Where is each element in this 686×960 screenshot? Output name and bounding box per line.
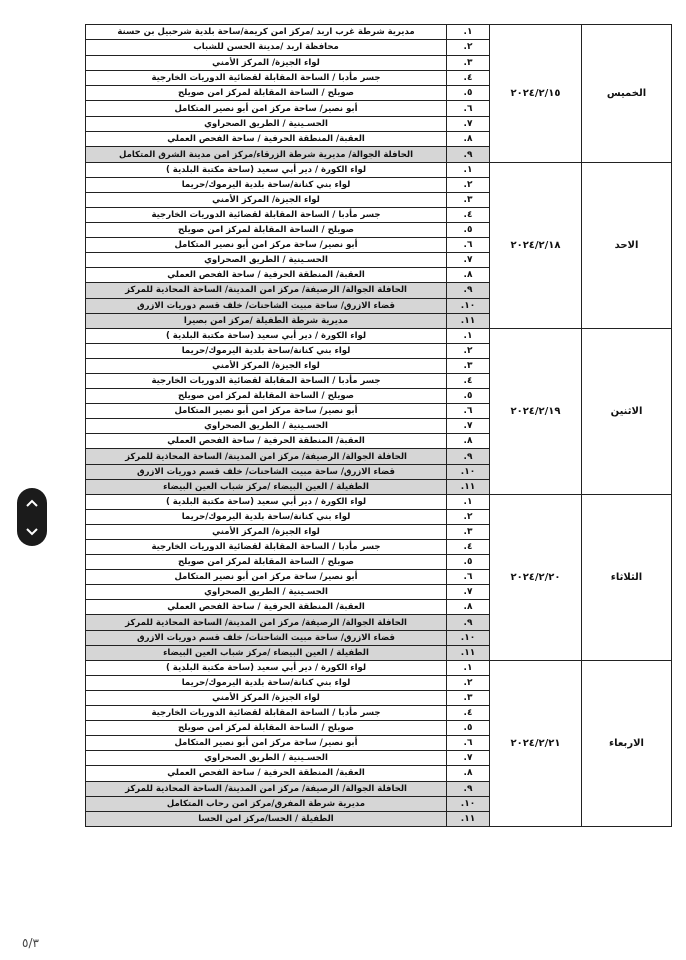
- location-cell: الحسـينية / الطريق الصحراوي: [86, 751, 447, 766]
- row-number: ١١.: [447, 811, 490, 826]
- row-number: ٤.: [447, 540, 490, 555]
- table-row: [86, 328, 672, 343]
- row-number: ١.: [447, 660, 490, 675]
- location-cell: لواء الجيزة/ المركز الأمني: [86, 690, 447, 705]
- location-cell: لواء الجيزة/ المركز الأمني: [86, 358, 447, 373]
- row-number: ٥.: [447, 721, 490, 736]
- location-cell: لواء بني كنانة/ساحة بلدية اليرموك/حريما: [86, 675, 447, 690]
- location-cell: مديرية شرطة الطفيلة /مركز امن بصيرا: [86, 313, 447, 328]
- row-number: ٨.: [447, 766, 490, 781]
- location-cell: الحافلة الجوالة/ مديرية شرطة الزرقاء/مركز امن مدينة الشرق المتكامل: [86, 147, 447, 162]
- row-number: ٦.: [447, 736, 490, 751]
- row-number: ٥.: [447, 223, 490, 238]
- scroll-down-button[interactable]: [17, 517, 47, 546]
- chevron-up-icon: [25, 498, 39, 508]
- location-cell: قضاء الازرق/ ساحة مبيت الشاحنات/ خلف قسم دوريات الازرق: [86, 630, 447, 645]
- location-cell: الحسـينية / الطريق الصحراوي: [86, 116, 447, 131]
- location-cell: الحافلة الجوالة/ الرصيفة/ مركز امن المدينة/ الساحة المحاذية للمركز: [86, 615, 447, 630]
- location-cell: الحافلة الجوالة/ الرصيفة/ مركز امن المدينة/ الساحة المحاذية للمركز: [86, 781, 447, 796]
- location-cell: جسر مأدبا / الساحة المقابلة لقضائية الدوريات الخارجية: [86, 373, 447, 388]
- location-cell: الطفيلة / العين البيضاء /مركز شباب العين البيضاء: [86, 479, 447, 494]
- date-cell: ٢٠٢٤/٢/١٩: [490, 328, 582, 494]
- row-number: ٤.: [447, 207, 490, 222]
- location-cell: مديرية شرطة غرب اربد /مركز امن كريمة/ساحة بلدية شرحبيل بن حسنة: [86, 25, 447, 40]
- location-cell: أبو نصير/ ساحة مركز امن أبو نصير المتكامل: [86, 404, 447, 419]
- row-number: ١١.: [447, 479, 490, 494]
- row-number: ٦.: [447, 101, 490, 116]
- location-cell: الحسـينية / الطريق الصحراوي: [86, 419, 447, 434]
- row-number: ٨.: [447, 434, 490, 449]
- row-number: ٢.: [447, 343, 490, 358]
- row-number: ٧.: [447, 116, 490, 131]
- row-number: ٩.: [447, 147, 490, 162]
- row-number: ١٠.: [447, 464, 490, 479]
- location-cell: العقبة/ المنطقة الحرفية / ساحة الفحص العملي: [86, 600, 447, 615]
- row-number: ١٠.: [447, 796, 490, 811]
- location-cell: لواء بني كنانة/ساحة بلدية اليرموك/حريما: [86, 509, 447, 524]
- row-number: ٩.: [447, 449, 490, 464]
- date-cell: ٢٠٢٤/٢/٢٠: [490, 494, 582, 660]
- location-cell: لواء الكورة / دير أبي سعيد (ساحة مكتبة البلدية ): [86, 162, 447, 177]
- location-cell: قضاء الازرق/ ساحة مبيت الشاحنات/ خلف قسم دوريات الازرق: [86, 298, 447, 313]
- day-cell: الاحد: [582, 162, 672, 328]
- row-number: ٧.: [447, 253, 490, 268]
- location-cell: لواء الجيزة/ المركز الأمني: [86, 55, 447, 70]
- row-number: ٣.: [447, 358, 490, 373]
- row-number: ٣.: [447, 524, 490, 539]
- row-number: ٩.: [447, 615, 490, 630]
- location-cell: لواء بني كنانة/ساحة بلدية اليرموك/حريما: [86, 343, 447, 358]
- location-cell: الحسـينية / الطريق الصحراوي: [86, 585, 447, 600]
- row-number: ٤.: [447, 706, 490, 721]
- location-cell: صويلح / الساحة المقابلة لمركز امن صويلح: [86, 223, 447, 238]
- location-cell: لواء بني كنانة/ساحة بلدية اليرموك/حريما: [86, 177, 447, 192]
- location-cell: الحافلة الجوالة/ الرصيفة/ مركز امن المدينة/ الساحة المحاذية للمركز: [86, 283, 447, 298]
- scroll-up-button[interactable]: [17, 488, 47, 517]
- location-cell: لواء الكورة / دير أبي سعيد (ساحة مكتبة البلدية ): [86, 328, 447, 343]
- location-cell: محافظة اربد /مدينة الحسن للشباب: [86, 40, 447, 55]
- table-row: [86, 660, 672, 675]
- location-cell: جسر مأدبا / الساحة المقابلة لقضائية الدوريات الخارجية: [86, 70, 447, 85]
- row-number: ٨.: [447, 132, 490, 147]
- schedule-table: [85, 24, 672, 827]
- row-number: ٦.: [447, 570, 490, 585]
- location-cell: أبو نصير/ ساحة مركز امن أبو نصير المتكامل: [86, 570, 447, 585]
- location-cell: العقبة/ المنطقة الحرفية / ساحة الفحص العملي: [86, 434, 447, 449]
- row-number: ٤.: [447, 373, 490, 388]
- table-row: [86, 162, 672, 177]
- page-nav-control: [17, 488, 47, 546]
- row-number: ٥.: [447, 86, 490, 101]
- location-cell: جسر مأدبا / الساحة المقابلة لقضائية الدوريات الخارجية: [86, 540, 447, 555]
- location-cell: أبو نصير/ ساحة مركز امن أبو نصير المتكامل: [86, 238, 447, 253]
- row-number: ٧.: [447, 419, 490, 434]
- row-number: ٢.: [447, 675, 490, 690]
- row-number: ١.: [447, 328, 490, 343]
- row-number: ٨.: [447, 268, 490, 283]
- location-cell: صويلح / الساحة المقابلة لمركز امن صويلح: [86, 389, 447, 404]
- date-cell: ٢٠٢٤/٢/١٥: [490, 25, 582, 163]
- date-cell: ٢٠٢٤/٢/٢١: [490, 660, 582, 826]
- location-cell: العقبة/ المنطقة الحرفية / ساحة الفحص العملي: [86, 268, 447, 283]
- table-row: [86, 25, 672, 40]
- row-number: ٢.: [447, 40, 490, 55]
- row-number: ٥.: [447, 555, 490, 570]
- row-number: ١١.: [447, 645, 490, 660]
- date-cell: ٢٠٢٤/٢/١٨: [490, 162, 582, 328]
- row-number: ٤.: [447, 70, 490, 85]
- row-number: ٦.: [447, 404, 490, 419]
- location-cell: الطفيلة / العين البيضاء /مركز شباب العين البيضاء: [86, 645, 447, 660]
- row-number: ١٠.: [447, 630, 490, 645]
- location-cell: لواء الجيزة/ المركز الأمني: [86, 192, 447, 207]
- location-cell: صويلح / الساحة المقابلة لمركز امن صويلح: [86, 86, 447, 101]
- row-number: ٨.: [447, 600, 490, 615]
- location-cell: لواء الكورة / دير أبي سعيد (ساحة مكتبة البلدية ): [86, 660, 447, 675]
- location-cell: لواء الجيزة/ المركز الأمني: [86, 524, 447, 539]
- location-cell: الحافلة الجوالة/ الرصيفة/ مركز امن المدينة/ الساحة المحاذية للمركز: [86, 449, 447, 464]
- row-number: ٦.: [447, 238, 490, 253]
- location-cell: جسر مأدبا / الساحة المقابلة لقضائية الدوريات الخارجية: [86, 706, 447, 721]
- day-cell: الاثنين: [582, 328, 672, 494]
- location-cell: قضاء الازرق/ ساحة مبيت الشاحنات/ خلف قسم دوريات الازرق: [86, 464, 447, 479]
- location-cell: صويلح / الساحة المقابلة لمركز امن صويلح: [86, 555, 447, 570]
- day-cell: الثلاثاء: [582, 494, 672, 660]
- row-number: ١.: [447, 494, 490, 509]
- row-number: ٥.: [447, 389, 490, 404]
- row-number: ١٠.: [447, 298, 490, 313]
- location-cell: لواء الكورة / دير أبي سعيد (ساحة مكتبة البلدية ): [86, 494, 447, 509]
- location-cell: جسر مأدبا / الساحة المقابلة لقضائية الدوريات الخارجية: [86, 207, 447, 222]
- table-row: [86, 494, 672, 509]
- row-number: ٧.: [447, 751, 490, 766]
- day-cell: الخميس: [582, 25, 672, 163]
- location-cell: الطفيلة / الحسا/مركز امن الحسا: [86, 811, 447, 826]
- row-number: ١.: [447, 25, 490, 40]
- row-number: ٣.: [447, 55, 490, 70]
- row-number: ٢.: [447, 509, 490, 524]
- location-cell: أبو نصير/ ساحة مركز امن أبو نصير المتكامل: [86, 736, 447, 751]
- location-cell: مديرية شرطة المفرق/مركز امن رحاب المتكامل: [86, 796, 447, 811]
- chevron-down-icon: [25, 527, 39, 537]
- location-cell: الحسـينية / الطريق الصحراوي: [86, 253, 447, 268]
- row-number: ٩.: [447, 781, 490, 796]
- row-number: ٧.: [447, 585, 490, 600]
- row-number: ٢.: [447, 177, 490, 192]
- row-number: ٣.: [447, 690, 490, 705]
- location-cell: العقبة/ المنطقة الحرفية / ساحة الفحص العملي: [86, 132, 447, 147]
- location-cell: العقبة/ المنطقة الحرفية / ساحة الفحص العملي: [86, 766, 447, 781]
- location-cell: أبو نصير/ ساحة مركز امن أبو نصير المتكامل: [86, 101, 447, 116]
- location-cell: صويلح / الساحة المقابلة لمركز امن صويلح: [86, 721, 447, 736]
- row-number: ١.: [447, 162, 490, 177]
- day-cell: الاربعاء: [582, 660, 672, 826]
- page-number: ٥/٣: [22, 936, 39, 950]
- row-number: ٣.: [447, 192, 490, 207]
- row-number: ٩.: [447, 283, 490, 298]
- row-number: ١١.: [447, 313, 490, 328]
